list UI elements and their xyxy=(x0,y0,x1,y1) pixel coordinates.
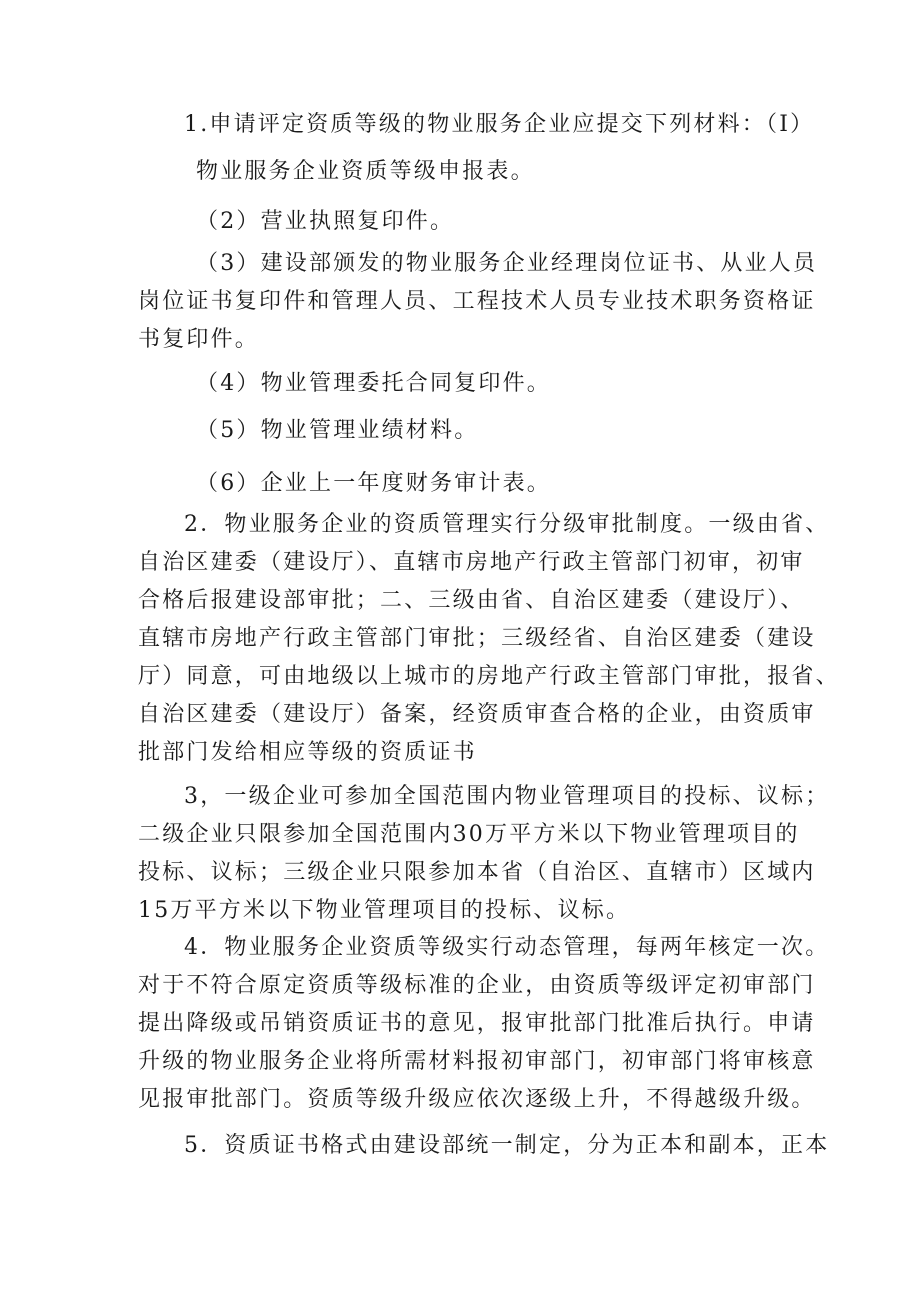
text-line: 岗位证书复印件和管理人员、工程技术人员专业技术职务资格证 xyxy=(138,289,816,314)
text-line: 提出降级或吊销资质证书的意见，报审批部门批准后执行。申请 xyxy=(138,1011,816,1036)
text-line: 批部门发给相应等级的资质证书 xyxy=(138,740,477,765)
text-line: 自治区建委（建设厅）、直辖市房地产行政主管部门初审，初审 xyxy=(138,550,805,575)
text-line: 直辖市房地产行政主管部门审批；三级经省、自治区建委（建设 xyxy=(138,626,816,651)
text-line: 4．物业服务企业资质等级实行动态管理，每两年核定一次。 xyxy=(184,935,830,960)
text-line: 投标、议标；三级企业只限参加本省（自治区、直辖市）区域内 xyxy=(138,860,816,885)
text-line: （2）营业执照复印件。 xyxy=(196,209,455,234)
text-line: 合格后报建设部审批；二、三级由省、自治区建委（建设厅）、 xyxy=(138,588,805,613)
text-line: 见报审批部门。资质等级升级应依次逐级上升，不得越级升级。 xyxy=(138,1087,816,1112)
text-line: 3，一级企业可参加全国范围内物业管理项目的投标、议标； xyxy=(184,784,830,809)
text-line: 书复印件。 xyxy=(138,327,260,352)
text-line: 对于不符合原定资质等级标准的企业，由资质等级评定初审部门 xyxy=(138,973,816,998)
text-line: 二级企业只限参加全国范围内30万平方米以下物业管理项目的 xyxy=(138,822,800,847)
text-line: 厅）同意，可由地级以上城市的房地产行政主管部门审批，报省、 xyxy=(138,664,840,689)
text-line: 升级的物业服务企业将所需材料报初审部门，初审部门将审核意 xyxy=(138,1049,816,1074)
text-line: 5．资质证书格式由建设部统一制定，分为正本和副本，正本 xyxy=(184,1133,830,1158)
text-line: （3）建设部颁发的物业服务企业经理岗位证书、从业人员 xyxy=(196,251,818,276)
text-line: （6）企业上一年度财务审计表。 xyxy=(196,471,551,496)
text-line: 物业服务企业资质等级申报表。 xyxy=(196,159,535,184)
text-line: 2．物业服务企业的资质管理实行分级审批制度。一级由省、 xyxy=(184,512,830,537)
text-line: 15万平方米以下物业管理项目的投标、议标。 xyxy=(138,898,631,923)
text-line: （4）物业管理委托合同复印件。 xyxy=(196,371,551,396)
text-line: 1.申请评定资质等级的物业服务企业应提交下列材料：（I） xyxy=(184,112,815,137)
text-line: （5）物业管理业绩材料。 xyxy=(196,418,479,443)
text-line: 自治区建委（建设厅）备案，经资质审查合格的企业，由资质审 xyxy=(138,702,816,727)
